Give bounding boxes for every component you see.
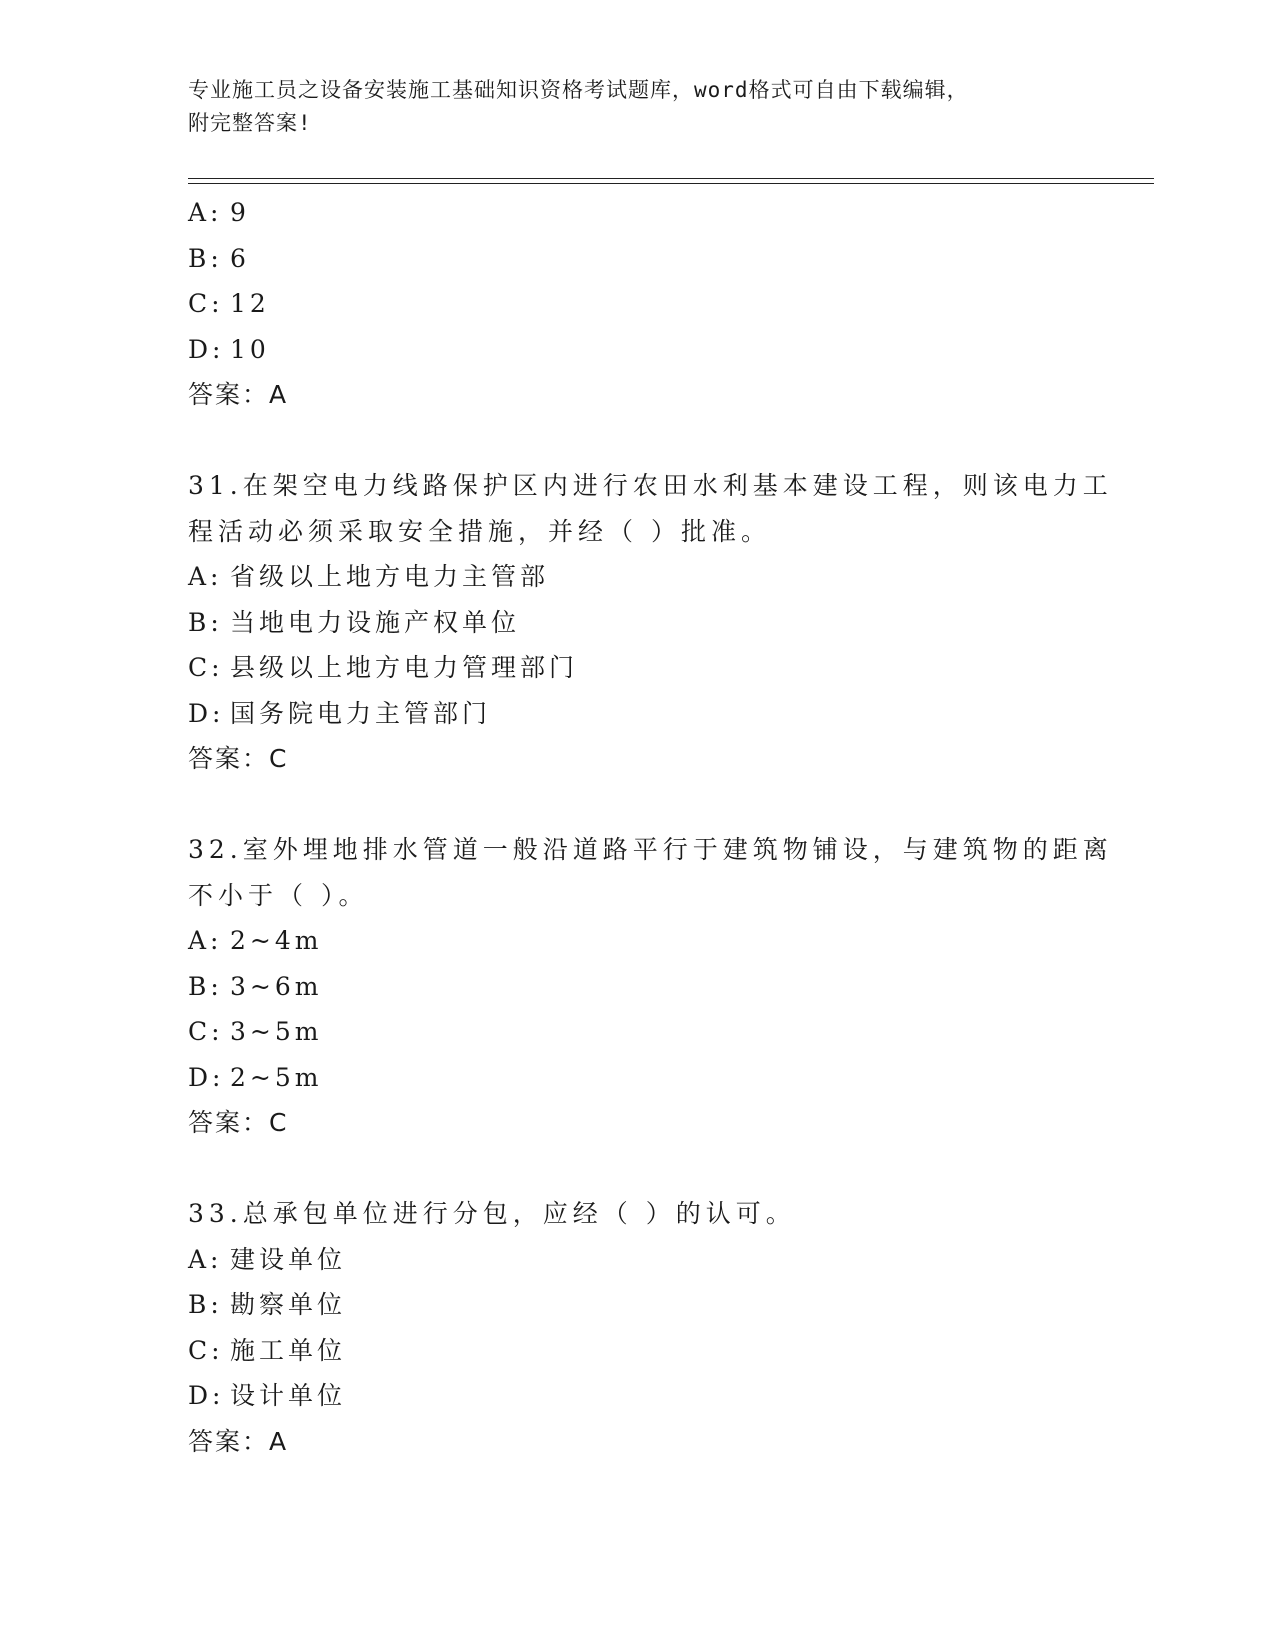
question-stem-line: 31.在架空电力线路保护区内进行农田水利基本建设工程，则该电力工 <box>188 471 1113 500</box>
question-32 <box>188 827 1113 1146</box>
question-content <box>188 190 1113 1464</box>
option-b: B: 3~6m <box>188 971 323 1001</box>
header-line-1: 专业施工员之设备安装施工基础知识资格考试题库，word格式可自由下载编辑， <box>188 78 969 102</box>
header-line-2: 附完整答案! <box>188 111 312 135</box>
question-31 <box>188 463 1113 782</box>
header-divider-bottom <box>188 183 1154 184</box>
question-33 <box>188 1191 1088 1464</box>
option-c: C: 施工单位 <box>188 1335 347 1365</box>
spacer <box>188 1146 1088 1192</box>
question-stem-line: 32.室外埋地排水管道一般沿道路平行于建筑物铺设，与建筑物的距离 <box>188 835 1113 864</box>
answer-line: 答案：A <box>188 380 289 409</box>
option-b: B: 6 <box>188 243 250 273</box>
question-stem-line: 33.总承包单位进行分包，应经（ ）的认可。 <box>188 1199 796 1228</box>
option-c: C: 12 <box>188 289 270 318</box>
question-stem-line: 程活动必须采取安全措施，并经（ ）批准。 <box>188 516 771 546</box>
question-prev <box>188 190 1088 418</box>
spacer <box>188 782 1088 828</box>
answer-line: 答案：C <box>188 1108 289 1137</box>
option-c: C: 3~5m <box>188 1017 323 1046</box>
option-a: A: 建设单位 <box>188 1244 347 1274</box>
question-stem-line: 不小于（ ）。 <box>188 880 369 910</box>
header-divider-top <box>188 178 1154 179</box>
spacer <box>188 418 1088 464</box>
option-b: B: 当地电力设施产权单位 <box>188 607 521 637</box>
option-d: D: 2~5m <box>188 1062 323 1092</box>
answer-line: 答案：C <box>188 744 289 773</box>
option-d: D: 国务院电力主管部门 <box>188 698 492 728</box>
option-d: D: 设计单位 <box>188 1381 347 1410</box>
option-b: B: 勘察单位 <box>188 1290 347 1319</box>
option-c: C: 县级以上地方电力管理部门 <box>188 653 579 682</box>
answer-line: 答案：A <box>188 1426 289 1456</box>
document-header <box>188 74 1088 140</box>
option-d: D: 10 <box>188 334 270 364</box>
option-a: A: 省级以上地方电力主管部 <box>188 562 550 591</box>
option-a: A: 9 <box>188 198 250 227</box>
option-a: A: 2~4m <box>188 926 323 955</box>
